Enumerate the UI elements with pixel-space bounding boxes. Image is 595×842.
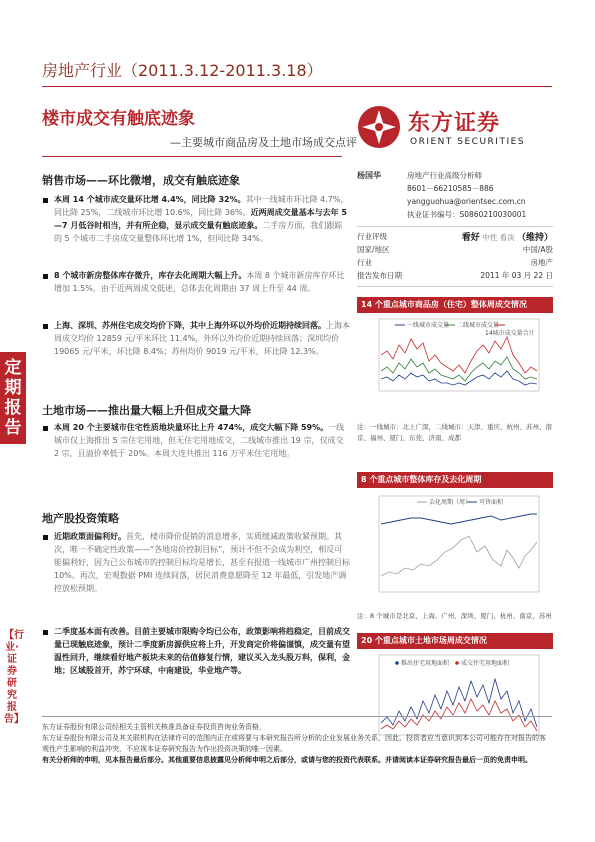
rating-bottom-divider [357, 286, 553, 287]
legend-label: 推出住宅用地面积 [401, 660, 450, 667]
chart1-graphic [357, 315, 553, 420]
sales-bullet-3 [54, 319, 350, 358]
brand-name-en: ORIENT SECURITIES [410, 137, 525, 147]
strategy-heading: 地产股投资策略 [42, 512, 119, 525]
legend-label: 14城市成交量合计 [485, 330, 535, 337]
rating-table [357, 230, 553, 282]
rating-row [357, 243, 553, 256]
legend-label: 一线城市成交量 [407, 322, 450, 329]
footer-line-3: 有关分析师的申明，见本报告最后部分。其他重要信息披露见分析师申明之后部分，或请与您的投资代表联系。并请阅读本证券研究报告最后一页的免责申明。 [42, 756, 532, 764]
date-label: 报告发布日期 [357, 271, 402, 280]
header-divider [42, 86, 552, 87]
report-type-label: 定期报告 [4, 358, 22, 438]
bullet-icon [43, 198, 48, 203]
bullet-icon [43, 274, 48, 279]
sales-b1-bold2: 近两周成交量基本与去年 5—7 月低谷时相当，并有所企稳，显示成交量有触底迹象。 [54, 208, 347, 230]
chart1-note: 注：一线城市：北上广深，二线城市：天津、重庆、杭州、苏州、南京、福州、厦门、东莞、济南、成都 [357, 423, 552, 442]
bullet-icon [43, 324, 48, 329]
analyst-phone: 8601－66210585－886 [407, 184, 494, 193]
footer-line-1: 东方证券股份有限公司经相关主管机关核准具备证券投资咨询业务资格， [42, 723, 266, 731]
industry-label: 行业 [357, 258, 372, 267]
legend-label: 二线城市成交量 [457, 322, 500, 329]
sales-b2-bold: 8 个城市新房整体库存微升，库存去化周期大幅上升。 [54, 271, 247, 280]
footer-disclaimer [42, 722, 552, 766]
analyst-email[interactable]: yangguohua@orientsec.com.cn [407, 197, 526, 206]
brand-name-cn: 东方证券 [408, 111, 501, 136]
region-value: 中国/A股 [522, 245, 553, 254]
chart2-title: 8 个重点城市整体库存及去化周期 [357, 472, 553, 488]
analyst-name: 杨国华 [357, 171, 381, 180]
sales-b1-text: 其中一线城市环比降 4.7%，同比降 25%，二线城市环比增 10.6%，同比降 36%。 [54, 195, 349, 217]
report-title: 楼市成交有触底迹象 [42, 109, 195, 129]
report-subtitle: —主要城市商品房及土地市场成交点评 [170, 136, 357, 149]
rating-row [357, 230, 553, 243]
bullet-icon [43, 426, 48, 431]
rating-neutral: 中性 [482, 233, 498, 242]
title-divider [42, 156, 342, 157]
date-value: 2011 年 03 月 22 日 [480, 271, 553, 280]
industry-value: 房地产 [530, 258, 553, 267]
strategy-bullet-1 [54, 530, 350, 595]
sales-b2-text: 本周 8 个城市新房库存环比增加 1.5%，由于近两周成交低迷，总体去化周期由 37 周上升至 44 周。 [54, 271, 345, 293]
strategy-b1-bold: 近期政策面偏利好。 [54, 532, 126, 541]
strategy-b1-text: 首先，楼市降价促销的消息增多，实质缓减政策收紧预期。其次，唯一不确定性政策——“各地房价控制目标”，预计不但不会成为利空，相反可能偏利好，因为已公布城市的控制目标均是增长，甚至有报道一线城市广州控制目标 10%。再次，宏观数据 PMI 连续间落，居民消费意愿降至 12 年最低，引发地产调控放松预期。 [54, 532, 350, 593]
footer-line-2: 东方证券股份有限公司及其关联机构在法律许可的范围内正在或将要与本研究报告所分析的企业发展业务关系，因此，投资者应当意识到本公司可能存在对报告的客观性产生影响的利益冲突，不应视本证券研究报告为作出投资决策的唯一因素。 [42, 734, 546, 753]
chart1-legend [395, 321, 535, 337]
chart3-title: 20 个重点城市土地市场周成交情况 [357, 633, 553, 649]
sales-bullet-1 [54, 193, 350, 245]
legend-label: 去化周期（周） [429, 499, 472, 506]
strategy-b2-bold: 二季度基本面有改善。目前主要城市限购令均已公布，政策影响将趋稳定，目前成交量已现触底迹象，预计二季度新房源供应将上升，开发商定价将偏谨慎，成交量有望温性回升，继续看好地产板块未来的估值修复行情，建议买入龙头股万科，保利，金地；区域股首开，苏宁环球，中南建设，华业地产等。 [54, 627, 350, 675]
bullet-icon [43, 630, 48, 635]
sales-b3-text: 上海本周成交均价 12859 元/平米环比 11.4%，外环以外均价近期持续回落；深圳均价 19065 元/平米，环比降 8.4%；苏州均价 9019 元/平米，环比降 12.3%。 [54, 321, 350, 356]
rating-label: 行业评级 [357, 232, 387, 241]
footer-divider [42, 716, 552, 717]
brand-logo-icon [356, 104, 402, 150]
chart1-title: 14 个重点城市商品房（住宅）整体周成交情况 [357, 297, 553, 313]
rating-top-divider [357, 226, 553, 227]
analyst-role: 房地产行业高级分析师 [407, 171, 482, 180]
land-b1-text: 一线城市仅上海推出 5 宗住宅用地，但无住宅用地成交，二线城市推出 19 宗，仅成交 2 宗，且溢价率低于 20%。本周大连共推出 116 万平米住宅用地。 [54, 423, 345, 458]
sales-b1-bold: 本周 14 个城市成交量环比增 4.4%，同比降 32%。 [54, 195, 246, 204]
legend-label: 可售面积 [479, 499, 504, 506]
sales-b3-bold: 上海、深圳、苏州住宅成交均价下降，其中上海外环以外均价近期持续回落。 [54, 321, 326, 330]
chart2-note: 注：8 个城市是北京、上海、广州、深圳、厦门、杭州、南京、苏州 [357, 612, 552, 620]
rating-row [357, 256, 553, 269]
report-type-badge [0, 352, 26, 444]
rating-negative: 看淡 [499, 233, 515, 242]
analyst-cert: 执业证书编号：S0860210030001 [407, 210, 527, 219]
industry-period: 房地产行业（2011.3.12-2011.3.18） [42, 61, 323, 80]
sales-heading: 销售市场——环比微增，成交有触底迹象 [42, 174, 240, 187]
report-category-tag: 【行业·证券研究报告】 [4, 630, 24, 725]
bullet-icon [43, 535, 48, 540]
land-bullet-1 [54, 421, 350, 460]
land-heading: 土地市场——推出量大幅上升但成交量大降 [42, 404, 251, 417]
region-label: 国家/地区 [357, 245, 390, 254]
land-b1-bold: 本周 20 个主要城市住宅性质地块量环比上升 474%，成交大幅下降 59%。 [54, 423, 329, 432]
legend-label: 成交住宅用地面积 [461, 660, 510, 667]
sales-bullet-2 [54, 269, 350, 295]
strategy-bullet-2 [54, 625, 350, 677]
rating-row [357, 269, 553, 282]
sales-b1-text2: 二手房方面，我们跟踪的 5 个城市二手房成交量整体环比增 1%，但同比降 34%。 [54, 221, 343, 243]
chart2-graphic [357, 490, 553, 608]
rating-positive: 看好 [461, 233, 480, 243]
chart3-legend [395, 659, 510, 667]
rating-status: （维持） [516, 233, 553, 243]
chart2-legend [417, 498, 504, 506]
